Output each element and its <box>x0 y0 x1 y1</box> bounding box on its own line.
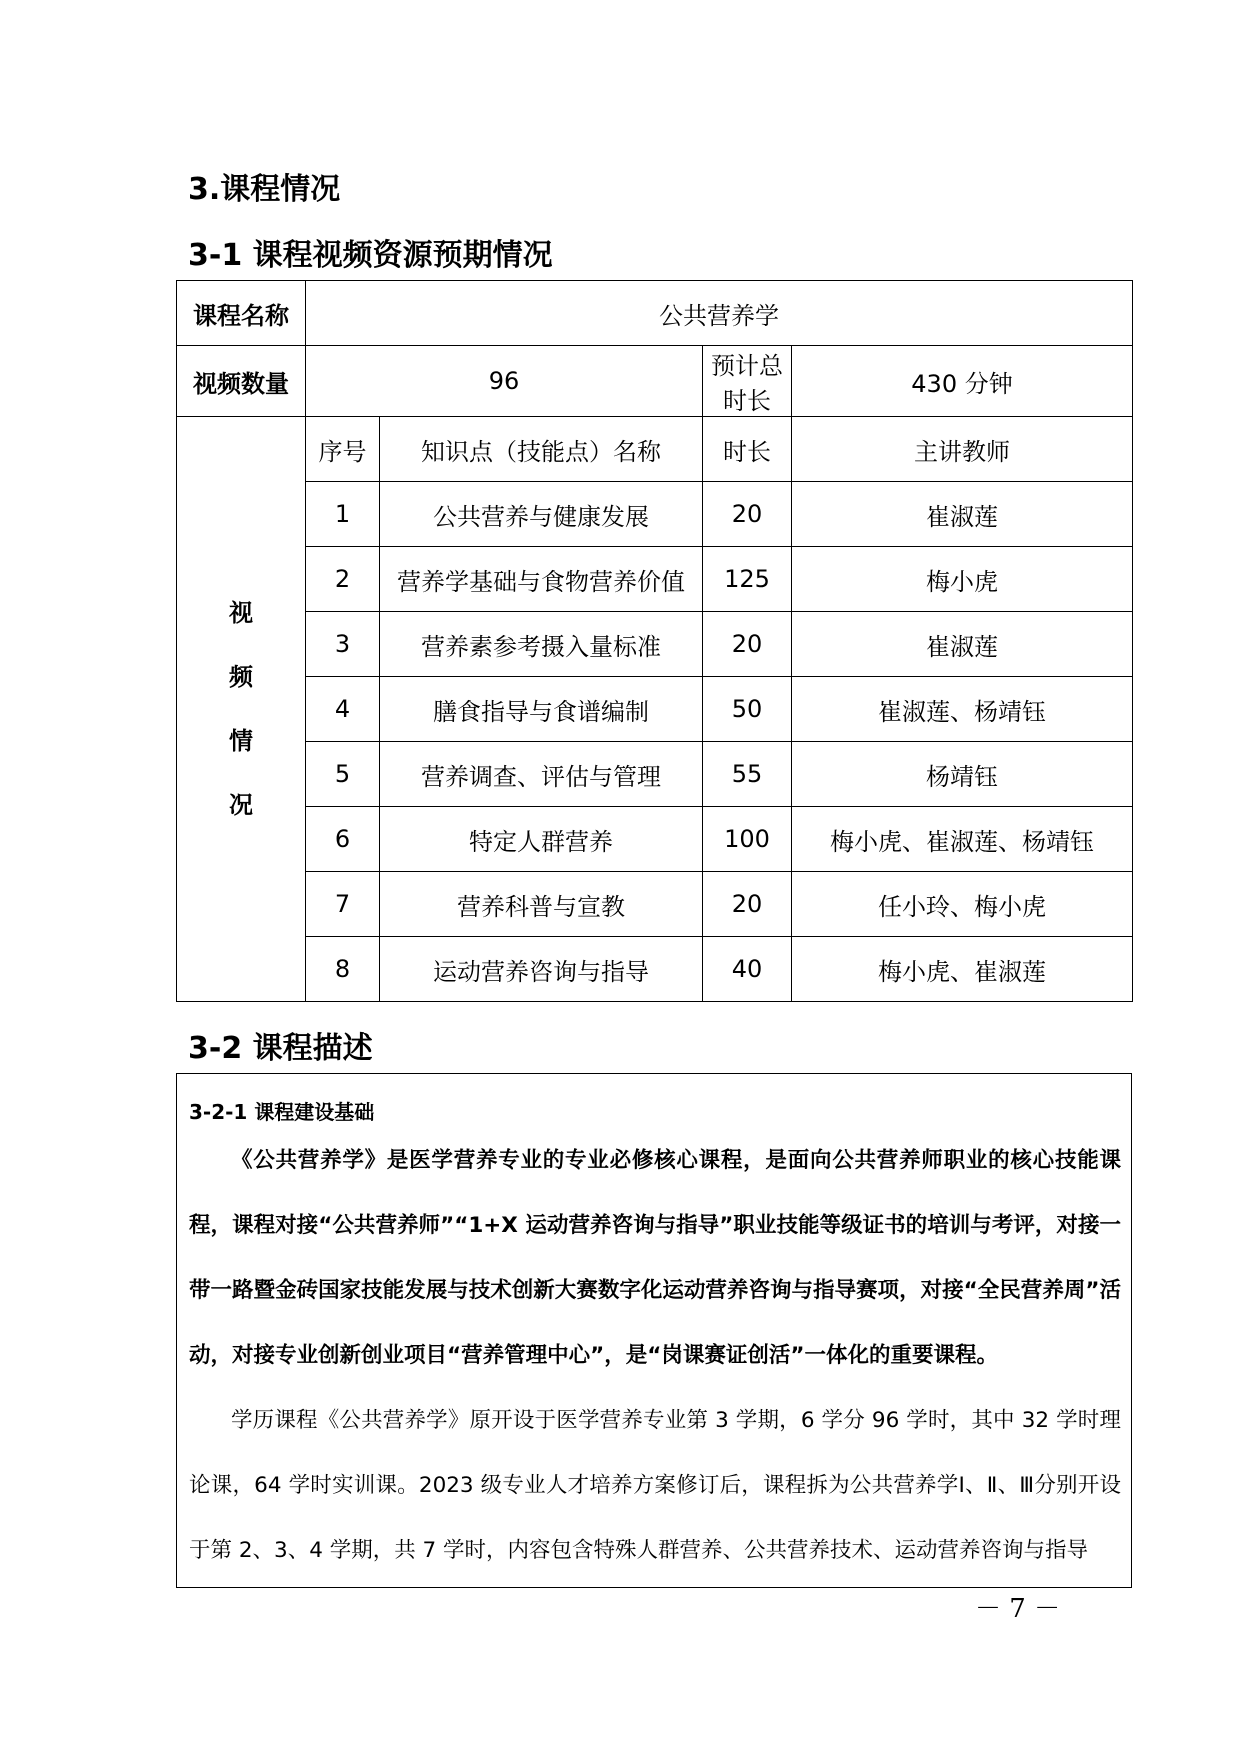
row-duration: 55 <box>703 742 792 807</box>
row-index: 4 <box>306 677 380 742</box>
header-topic: 知识点（技能点）名称 <box>380 417 703 482</box>
video-info-side-label <box>177 417 306 1002</box>
row-teacher: 梅小虎、崔淑莲 <box>792 937 1133 1002</box>
course-description-heading: 3-2 课程描述 <box>188 1031 373 1066</box>
row-topic: 膳食指导与食谱编制 <box>380 677 703 742</box>
row-duration: 20 <box>703 612 792 677</box>
row-teacher: 任小玲、梅小虎 <box>792 872 1133 937</box>
row-teacher: 崔淑莲 <box>792 482 1133 547</box>
row-teacher: 崔淑莲 <box>792 612 1133 677</box>
row-topic: 营养科普与宣教 <box>380 872 703 937</box>
table-row <box>177 547 1133 612</box>
side-label-char: 视 <box>229 599 253 627</box>
section-title: 3.课程情况 <box>188 172 341 207</box>
row-duration: 100 <box>703 807 792 872</box>
row-topic: 营养学基础与食物营养价值 <box>380 547 703 612</box>
table-row <box>177 872 1133 937</box>
row-index: 3 <box>306 612 380 677</box>
row-topic: 运动营养咨询与指导 <box>380 937 703 1002</box>
row-topic: 公共营养与健康发展 <box>380 482 703 547</box>
row-duration: 20 <box>703 482 792 547</box>
table-header-row <box>177 417 1133 482</box>
row-duration: 20 <box>703 872 792 937</box>
total-duration-label: 预计总时长 <box>703 346 792 417</box>
row-duration: 50 <box>703 677 792 742</box>
row-topic: 营养调查、评估与管理 <box>380 742 703 807</box>
row-index: 5 <box>306 742 380 807</box>
side-label-char: 情 <box>229 727 253 755</box>
video-resource-heading: 3-1 课程视频资源预期情况 <box>188 238 553 273</box>
header-teacher: 主讲教师 <box>792 417 1133 482</box>
course-description-box <box>176 1073 1132 1588</box>
row-topic: 特定人群营养 <box>380 807 703 872</box>
video-count-row <box>177 346 1133 417</box>
row-topic: 营养素参考摄入量标准 <box>380 612 703 677</box>
table-row <box>177 742 1133 807</box>
side-label-char: 频 <box>229 663 253 691</box>
row-index: 7 <box>306 872 380 937</box>
total-duration-value: 430 分钟 <box>792 346 1133 417</box>
page-number: － 7 － <box>975 1594 1061 1624</box>
row-index: 8 <box>306 937 380 1002</box>
row-index: 1 <box>306 482 380 547</box>
header-index: 序号 <box>306 417 380 482</box>
description-paragraph-2: 学历课程《公共营养学》原开设于医学营养专业第 3 学期，6 学分 96 学时，其中 32 学时理论课，64 学时实训课。2023 级专业人才培养方案修订后，课程拆为公共营养学Ⅰ、Ⅱ、Ⅲ分别开设于第 2、3、4 学期，共 7 学时，内容包含特殊人群营养、公共营养技术、运动营养咨询与指导 <box>189 1408 1121 1563</box>
table-row <box>177 677 1133 742</box>
row-index: 2 <box>306 547 380 612</box>
course-name-value: 公共营养学 <box>306 281 1133 346</box>
video-resource-table <box>176 280 1133 1002</box>
row-teacher: 梅小虎 <box>792 547 1133 612</box>
course-name-row <box>177 281 1133 346</box>
course-name-label: 课程名称 <box>177 281 306 346</box>
row-duration: 125 <box>703 547 792 612</box>
video-count-value: 96 <box>306 346 703 417</box>
row-teacher: 杨靖钰 <box>792 742 1133 807</box>
video-count-label: 视频数量 <box>177 346 306 417</box>
row-index: 6 <box>306 807 380 872</box>
row-teacher: 崔淑莲、杨靖钰 <box>792 677 1133 742</box>
table-row <box>177 482 1133 547</box>
table-row <box>177 612 1133 677</box>
side-label-char: 况 <box>229 791 253 819</box>
row-teacher: 梅小虎、崔淑莲、杨靖钰 <box>792 807 1133 872</box>
description-paragraph-1: 《公共营养学》是医学营养专业的专业必修核心课程，是面向公共营养师职业的核心技能课程，课程对接“公共营养师”“1+X 运动营养咨询与指导”职业技能等级证书的培训与考评，对接一带一路暨金砖国家技能发展与技术创新大赛数字化运动营养咨询与指导赛项，对接“全民营养周”活动，对接专业创新创业项目“营养管理中心”，是“岗课赛证创活”一体化的重要课程。 <box>189 1148 1121 1368</box>
table-row <box>177 807 1133 872</box>
row-duration: 40 <box>703 937 792 1002</box>
header-duration: 时长 <box>703 417 792 482</box>
construction-basis-subheading: 3-2-1 课程建设基础 <box>189 1100 375 1124</box>
table-row <box>177 937 1133 1002</box>
